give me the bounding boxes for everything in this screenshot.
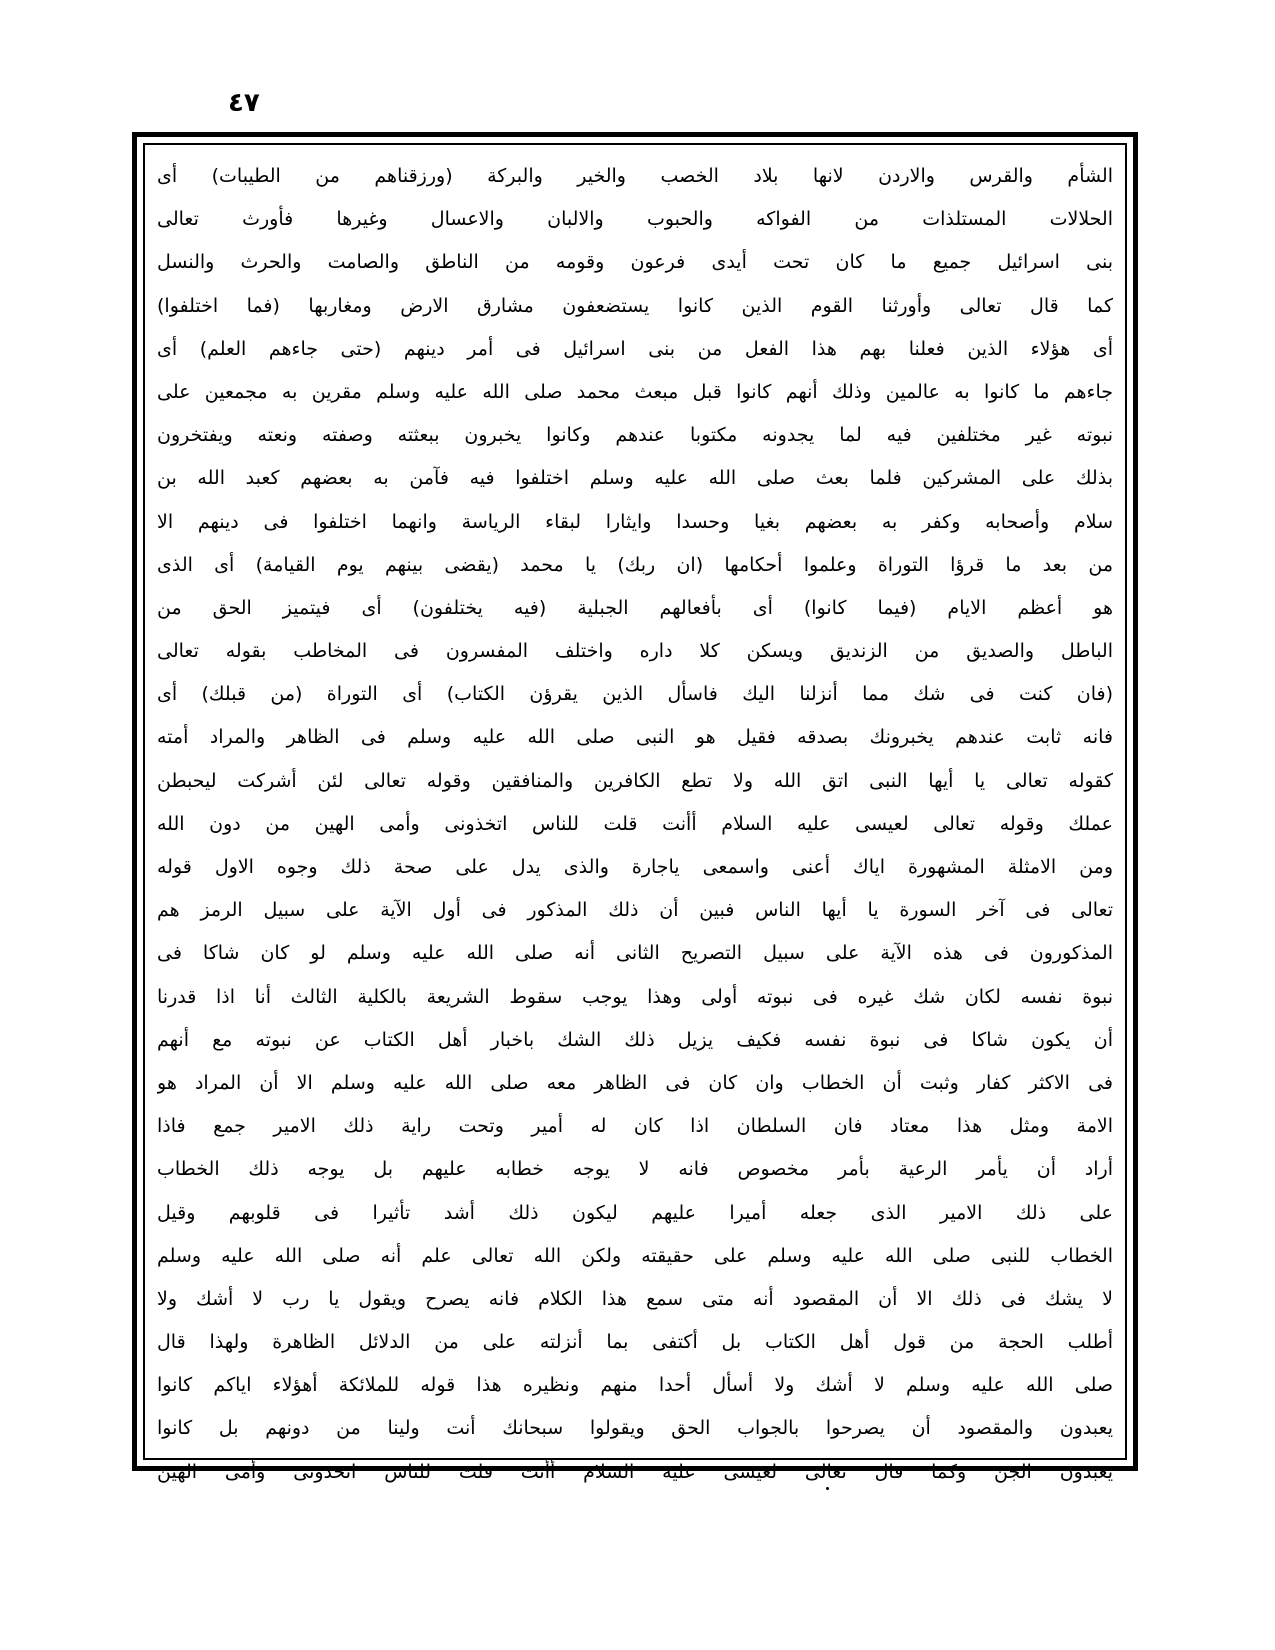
text-line: أن يكون شاكا فى نبوة نفسه فكيف يزيل ذلك الشك باخبار أهل الكتاب عن نبوته مع أنهم	[157, 1028, 1113, 1051]
text-line: نبوة نفسه لكان شك غيره فى نبوته أولى وهذا يوجب سقوط الشريعة بالكلية الثالث أنا اذا قدرنا	[157, 985, 1113, 1008]
page-frame	[132, 132, 1138, 1483]
text-line: الامة ومثل هذا معتاد فان السلطان اذا كان له أمير وتحت راية ذلك الامير جمع فاذا	[157, 1115, 1113, 1138]
text-line: صلى الله عليه وسلم لا أشك ولا أسأل أحدا منهم ونظيره هذا قوله للملائكة أهؤلاء اياكم كانوا	[157, 1374, 1113, 1397]
text-line: من بعد ما قرؤا التوراة وعلموا أحكامها (ان ربك) يا محمد (يقضى بينهم يوم القيامة) أى الذى	[157, 553, 1113, 576]
text-line: يعبدون والمقصود أن يصرحوا بالجواب الحق ويقولوا سبحانك أنت ولينا من دونهم بل كانوا	[157, 1417, 1113, 1440]
text-line: نبوته غير مختلفين فيه لما يجدونه مكتوبا عندهم وكانوا يخبرون ببعثته وصفته ونعته ويفتخرون	[157, 424, 1113, 447]
text-line: الحلالات المستلذات من الفواكه والحبوب والالبان والاعسال وغيرها فأورث تعالى	[157, 208, 1113, 231]
text-line: الخطاب للنبى صلى الله عليه وسلم على حقيقته ولكن الله تعالى علم أنه صلى الله عليه وسلم	[157, 1244, 1113, 1267]
text-line: أراد أن يأمر الرعية بأمر مخصوص فانه لا يوجه خطابه عليهم بل يوجه ذلك الخطاب	[157, 1158, 1113, 1181]
text-line: أطلب الحجة من قول أهل الكتاب بل أكتفى بما أنزلته على من الدلائل الظاهرة ولهذا قال	[157, 1331, 1113, 1354]
text-line: عملك وقوله تعالى لعيسى عليه السلام أأنت قلت للناس اتخذونى وأمى الهين من دون الله	[157, 812, 1113, 835]
text-line: لا يشك فى ذلك الا أن المقصود أنه متى سمع هذا الكلام فانه يصرح ويقول يا رب لا أشك ولا	[157, 1287, 1113, 1310]
text-line: كقوله تعالى يا أيها النبى اتق الله ولا تطع الكافرين والمنافقين وقوله تعالى لئن أشركت ليحبطن	[157, 769, 1113, 792]
text-line: على ذلك الامير الذى جعله أميرا عليهم ليكون ذلك أشد تأثيرا فى قلوبهم وقيل	[157, 1201, 1113, 1224]
text-line: أى هؤلاء الذين فعلنا بهم هذا الفعل من بنى اسرائيل فى أمر دينهم (حتى جاءهم العلم) أى	[157, 337, 1113, 360]
text-line: فانه ثابت عندهم يخبرونك بصدقه فقيل هو النبى صلى الله عليه وسلم فى الظاهر والمراد أمته	[157, 726, 1113, 749]
text-line: المذكورون فى هذه الآية على سبيل التصريح الثانى أنه صلى الله عليه وسلم لو كان شاكا فى	[157, 942, 1113, 965]
text-body	[157, 155, 1113, 1483]
text-line: بذلك على المشركين فلما بعث صلى الله عليه وسلم اختلفوا فيه فآمن به بعضهم كعبد الله بن	[157, 467, 1113, 490]
text-line: جاءهم ما كانوا به عالمين وذلك أنهم كانوا قبل مبعث محمد صلى الله عليه وسلم مقرين به مجمعين على	[157, 380, 1113, 403]
text-line: ومن الامثلة المشهورة اياك أعنى واسمعى ياجارة والذى يدل على صحة ذلك وجوه الاول قوله	[157, 856, 1113, 878]
scan-speck	[826, 1487, 829, 1490]
page-number: ٤٧	[228, 88, 260, 118]
text-line: فى الاكثر كفار وثبت أن الخطاب وان كان فى الظاهر معه صلى الله عليه وسلم الا أن المراد هو	[157, 1071, 1113, 1094]
text-line: يعبدون الجن وكما قال تعالى لعيسى عليه السلام أأنت قلت للناس اتخذونى وأمى الهين	[157, 1460, 1113, 1483]
text-line: هو أعظم الايام (فيما كانوا) أى بأفعالهم الجبلية (فيه يختلفون) أى فيتميز الحق من	[157, 596, 1113, 619]
text-line: الباطل والصديق من الزنديق ويسكن كلا داره واختلف المفسرون فى المخاطب بقوله تعالى	[157, 640, 1113, 663]
text-line: تعالى فى آخر السورة يا أيها الناس فبين أن ذلك المذكور فى أول الآية على سبيل الرمز هم	[157, 899, 1113, 922]
text-line: كما قال تعالى وأورثنا القوم الذين كانوا يستضعفون مشارق الارض ومغاربها (فما اختلفوا)	[157, 294, 1113, 317]
text-line: بنى اسرائيل جميع ما كان تحت أيدى فرعون وقومه من الناطق والصامت والحرث والنسل	[157, 251, 1113, 274]
text-line: (فان كنت فى شك مما أنزلنا اليك فاسأل الذين يقرؤن الكتاب) أى التوراة (من قبلك) أى	[157, 683, 1113, 706]
text-line: سلام وأصحابه وكفر به بعضهم بغيا وحسدا وايثارا لبقاء الرياسة وانهما اختلفوا فى دينهم الا	[157, 510, 1113, 533]
text-line: الشأم والقرس والاردن لانها بلاد الخصب والخير والبركة (ورزقناهم من الطيبات) أى	[157, 165, 1113, 187]
